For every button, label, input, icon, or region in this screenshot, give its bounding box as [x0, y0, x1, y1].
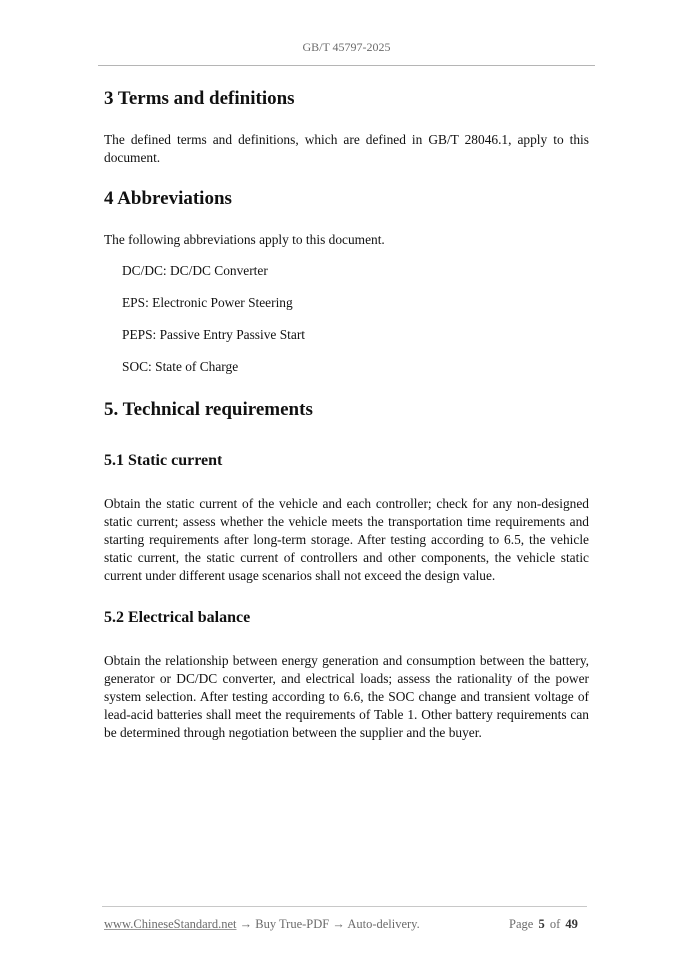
section-3-title: 3 Terms and definitions: [104, 88, 295, 109]
page-current: 5: [538, 917, 545, 931]
section-5-1-body: Obtain the static current of the vehicle and each controller; check for any non-designed static current; assess whether the vehicle meets the transportation time requirements and starting requirements after long-term storage. After testing according to 6.5, the vehicle static current, the static current of controllers and other components, the vehicle static current under different usage scenarios shall not exceed the design value.: [104, 496, 589, 583]
arrow-icon: →: [332, 917, 345, 931]
website-link[interactable]: www.ChineseStandard.net: [104, 917, 237, 931]
section-5-1-title: 5.1 Static current: [104, 452, 223, 469]
section-4-title: 4 Abbreviations: [104, 188, 232, 209]
section-5-2-title: 5.2 Electrical balance: [104, 609, 251, 626]
abbreviation-item: EPS: Electronic Power Steering: [122, 295, 293, 310]
footer-promo: [104, 917, 420, 932]
footer-divider: [102, 906, 587, 907]
abbreviation-item: SOC: State of Charge: [122, 359, 239, 374]
page-label: Page: [509, 917, 534, 931]
section-3-body: The defined terms and definitions, which are defined in GB/T 28046.1, apply to this document.: [104, 132, 589, 165]
document-id-header: GB/T 45797-2025: [302, 40, 391, 54]
of-label: of: [549, 917, 561, 931]
auto-delivery-text: Auto-delivery.: [347, 917, 420, 931]
arrow-icon: →: [239, 917, 253, 931]
section-5-2-body: Obtain the relationship between energy generation and consumption between the battery, generator or DC/DC converter, and electrical loads; assess the rationality of the power system selection. After testing according to 6.6, the SOC change and transient voltage of lead-acid batteries shall meet the requirements of Table 1. Other battery requirements can be determined through negotiation between the supplier and the buyer.: [104, 653, 589, 740]
buy-pdf-text: Buy True-PDF: [255, 917, 330, 931]
abbreviation-item: DC/DC: DC/DC Converter: [122, 263, 268, 278]
page-total: 49: [565, 917, 578, 931]
abbreviation-item: PEPS: Passive Entry Passive Start: [122, 327, 306, 342]
section-4-intro: The following abbreviations apply to this document.: [104, 232, 385, 247]
section-5-title: 5. Technical requirements: [104, 399, 313, 420]
page-indicator: [509, 917, 578, 932]
header-divider: [98, 65, 595, 66]
